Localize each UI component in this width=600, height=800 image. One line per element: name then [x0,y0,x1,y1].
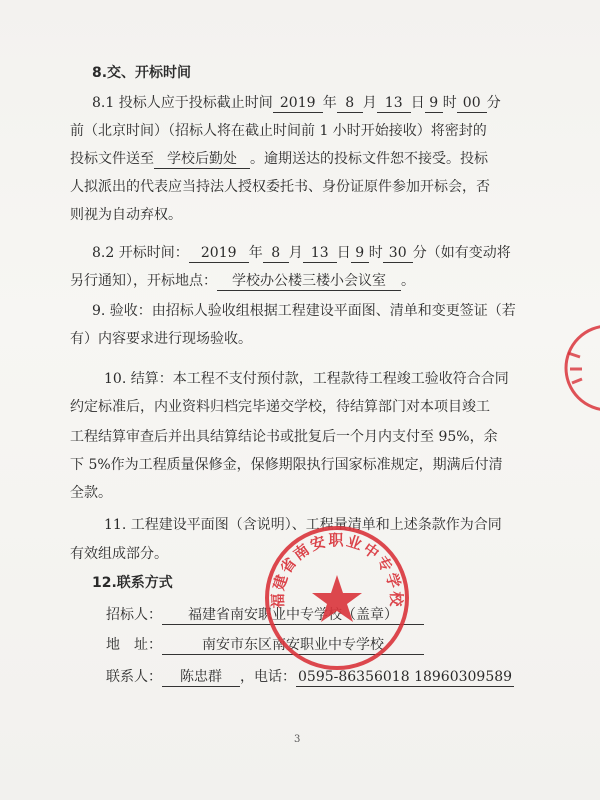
delivery-location: 学校后勤处 [154,150,250,169]
s8-2-text: 8.2 开标时间： [92,245,189,261]
opening-day: 13 [303,244,337,263]
yue-label: 月 [362,95,377,111]
opening-minute: 30 [383,244,413,263]
deadline-day: 13 [377,94,411,113]
phone-value: 0595-86356018 18960309589 [298,669,513,685]
address-value: 南安市东区南安职业中专学校 [162,636,424,655]
s8-2-l2-text-b: 。 [401,273,415,289]
section-11-line-2: 有效组成部分。 [70,546,168,562]
opening-month: 8 [263,244,289,263]
address-label: 地 址： [106,637,162,653]
section-8-1-line-5: 则视为自动弃权。 [70,207,182,223]
tenderer-value: 福建省南安职业中专学校（盖章） [162,606,424,625]
s8-1-l3-text-b: 。逾期送达的投标文件恕不接受。投标 [250,151,488,167]
shi-label-2: 时 [368,245,383,261]
seal-text: 福建省南安职业中专学校 [268,531,406,609]
contact-label: 联系人： [106,669,162,685]
section-8-1-line-1 [92,94,501,113]
deadline-month: 8 [337,94,363,113]
section-8-2-line-2 [70,272,415,291]
opening-location: 学校办公楼三楼小会议室 [217,272,401,291]
section-8-title: 8.交、开标时间 [92,65,192,81]
section-10-line-5: 全款。 [70,485,112,501]
partial-seal [548,323,600,413]
ri-label: 日 [410,95,425,111]
page-number: 3 [294,734,301,745]
s8-1-l3-text: 投标文件送至 [70,151,154,167]
section-10-line-2: 约定标准后，内业资料归档完毕递交学校，待结算部门对本项目竣工 [70,399,490,415]
section-10-line-3: 工程结算审查后并出具结算结论书或批复后一个月内支付至 95%，余 [70,429,498,445]
official-seal [262,523,412,673]
section-11-line-1: 11. 工程建设平面图（含说明）、工程量清单和上述条款作为合同 [104,517,502,533]
shi-label: 时 [442,95,457,111]
section-8-1-line-3 [70,150,488,169]
s8-2-text-b: （如有变动将 [426,245,511,261]
fen-label: 分 [486,95,501,111]
ri-label-2: 日 [336,245,351,261]
phone-label: ，电话： [240,669,296,685]
deadline-minute: 00 [457,94,487,113]
section-12-title: 12.联系方式 [92,575,173,591]
section-9-line-1: 9. 验收：由招标人验收组根据工程建设平面图、清单和变更签证（若 [92,303,516,319]
yue-label-2: 月 [288,245,303,261]
deadline-year: 2019 [273,94,323,113]
opening-hour: 9 [351,244,369,263]
s8-2-l2-text: 另行通知），开标地点： [70,273,217,289]
opening-year: 2019 [189,244,249,263]
nian-label: 年 [322,95,337,111]
tenderer-label: 招标人： [106,607,162,623]
deadline-hour: 9 [425,94,443,113]
section-9-line-2: 有）内容要求进行现场验收。 [70,331,252,347]
fen-label-2: 分 [412,245,427,261]
section-10-line-4: 下 5%作为工程质量保修金，保修期限执行国家标准规定，期满后付清 [70,457,503,473]
section-10-line-1: 10. 结算：本工程不支付预付款，工程款待工程竣工验收符合合同 [104,371,509,387]
s8-1-text: 8.1 投标人应于投标截止时间 [92,95,273,111]
section-8-1-line-4: 人拟派出的代表应当持法人授权委托书、身份证原件参加开标会，否 [70,179,490,195]
contact-value: 陈忠群 [162,668,240,687]
section-8-2-line-1 [92,244,511,263]
section-8-1-line-2: 前（北京时间）（招标人将在截止时间前 1 小时开始接收）将密封的 [70,123,487,139]
nian-label-2: 年 [248,245,263,261]
